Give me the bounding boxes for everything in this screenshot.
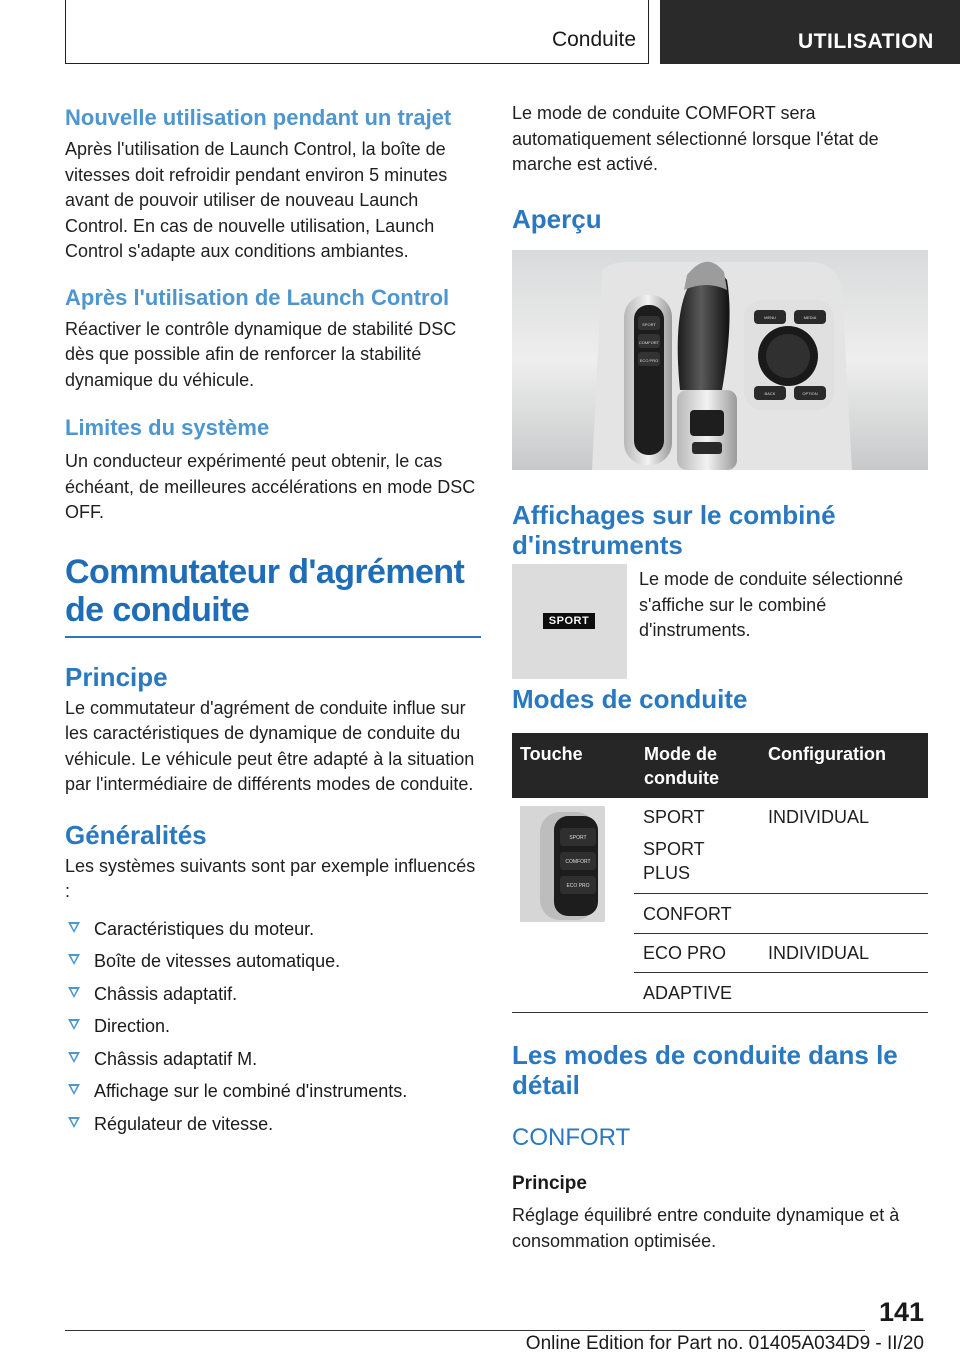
table-row-divider	[634, 972, 928, 973]
key-image	[520, 806, 605, 922]
heading-limits: Limites du système	[65, 415, 270, 440]
photo-label-comfort: COMFORT	[638, 340, 660, 345]
bullet-triangle-icon	[68, 1052, 80, 1063]
list-item: Affichage sur le combiné d'instruments.	[65, 1079, 481, 1104]
photo-label-back: BACK	[764, 391, 776, 396]
left-column	[65, 104, 481, 1144]
list-item: Châssis adaptatif.	[65, 982, 481, 1007]
bullet-triangle-icon	[68, 1117, 80, 1128]
table-row-divider	[634, 933, 928, 934]
footer-edition: Online Edition for Part no. 01405A034D9 - II/20	[525, 1333, 924, 1354]
list-item: Direction.	[65, 1014, 481, 1039]
bullet-triangle-icon	[68, 922, 80, 933]
list-item: Boîte de vitesses automatique.	[65, 949, 481, 974]
header-section: Conduite	[551, 28, 636, 51]
key-label: ECO PRO	[566, 883, 590, 889]
modes-table	[512, 733, 928, 1003]
footer-rule	[65, 1330, 865, 1331]
table-cell-config: INDIVIDUAL	[768, 943, 870, 963]
bullet-triangle-icon	[68, 954, 80, 965]
table-cell-mode: SPORT	[643, 807, 705, 827]
list-item: Régulateur de vitesse.	[65, 1112, 481, 1137]
table-cell-mode: ADAPTIVE	[643, 983, 733, 1003]
table-row-divider	[634, 893, 928, 894]
para-limits: Un conducteur expérimenté peut obtenir, le cas échéant, de meilleures accélérations en mode DSC OFF.	[65, 451, 476, 522]
para-general: Les systèmes suivants sont par exemple influencés :	[65, 855, 476, 901]
table-header	[512, 733, 928, 798]
center-console-illustration	[512, 250, 928, 470]
heading-principe: Principe	[512, 1173, 587, 1194]
heading-detail: Les modes de conduite dans le détail	[512, 1040, 898, 1100]
heading-modes: Modes de conduite	[512, 684, 748, 714]
bullet-triangle-icon	[68, 1084, 80, 1095]
right-column-top	[512, 101, 928, 234]
sport-display-image	[512, 564, 627, 679]
heading-general: Généralités	[65, 819, 207, 850]
sport-badge: SPORT	[543, 613, 595, 629]
photo-label-option: OPTION	[802, 391, 818, 396]
col-header-mode: Mode de conduite	[644, 744, 719, 788]
photo-label-media: MEDIA	[803, 315, 817, 320]
table-cell-mode: SPORT PLUS	[643, 839, 705, 883]
key-label: COMFORT	[565, 859, 591, 865]
table-cell-config: INDIVIDUAL	[768, 807, 870, 827]
para-reuse: Après l'utilisation de Launch Control, la boîte de vitesses doit refroidir pendant environ 5 minutes avant de pouvoir utiliser de nouveau Launch Control. En cas de nouvelle utilisation, Launch Control s'adapte aux conditions ambiantes.	[65, 139, 448, 261]
center-console-photo	[512, 250, 928, 470]
display-section	[512, 500, 928, 560]
detail-section	[512, 1040, 928, 1254]
header-tab: UTILISATION	[660, 0, 960, 64]
bullet-triangle-icon	[68, 987, 80, 998]
key-label: SPORT	[569, 835, 587, 841]
mode-keys-illustration	[520, 806, 605, 922]
para-comfort-auto: Le mode de conduite COMFORT sera automatiquement sélectionné lorsque l'état de marche est activé.	[512, 103, 879, 174]
para-principe: Réglage équilibré entre conduite dynamique et à consommation optimisée.	[512, 1205, 900, 1251]
para-after-launch: Réactiver le contrôle dynamique de stabilité DSC dès que possible afin de renforcer la stabilité dynamique du véhicule.	[65, 318, 457, 390]
table-bottom-rule	[512, 1012, 928, 1013]
heading-main: Commutateur d'agrément de conduite	[65, 552, 465, 629]
table-cell-mode: ECO PRO	[643, 943, 727, 963]
para-principle: Le commutateur d'agrément de conduite influe sur les caractéristiques de dynamique de conduite du véhicule. Le véhicule peut être adapté à la situation par l'intermédiaire de différents modes de conduite.	[65, 697, 475, 794]
heading-after-launch: Après l'utilisation de Launch Control	[65, 284, 450, 310]
photo-label-eco: ECO PRO	[639, 358, 659, 363]
col-header-config: Configuration	[768, 744, 886, 764]
list-item: Châssis adaptatif M.	[65, 1047, 481, 1072]
heading-display: Affichages sur le combiné d'instruments	[512, 500, 836, 560]
bullet-triangle-icon	[68, 1019, 80, 1030]
systems-list	[65, 917, 481, 1137]
heading-reuse: Nouvelle utilisation pendant un trajet	[65, 105, 452, 130]
table-cell-mode: CONFORT	[643, 904, 732, 924]
heading-confort: CONFORT	[512, 1124, 631, 1151]
col-header-key: Touche	[520, 744, 583, 764]
main-heading-rule	[65, 636, 481, 638]
list-item: Caractéristiques du moteur.	[65, 917, 481, 942]
para-display: Le mode de conduite sélectionné s'affiche sur le combiné d'instruments.	[639, 569, 904, 640]
heading-overview: Aperçu	[512, 203, 602, 234]
page-number: 141	[878, 1297, 924, 1327]
heading-principle: Principe	[65, 661, 168, 692]
photo-label-sport: SPORT	[642, 322, 656, 327]
photo-label-menu: MENU	[764, 315, 776, 320]
